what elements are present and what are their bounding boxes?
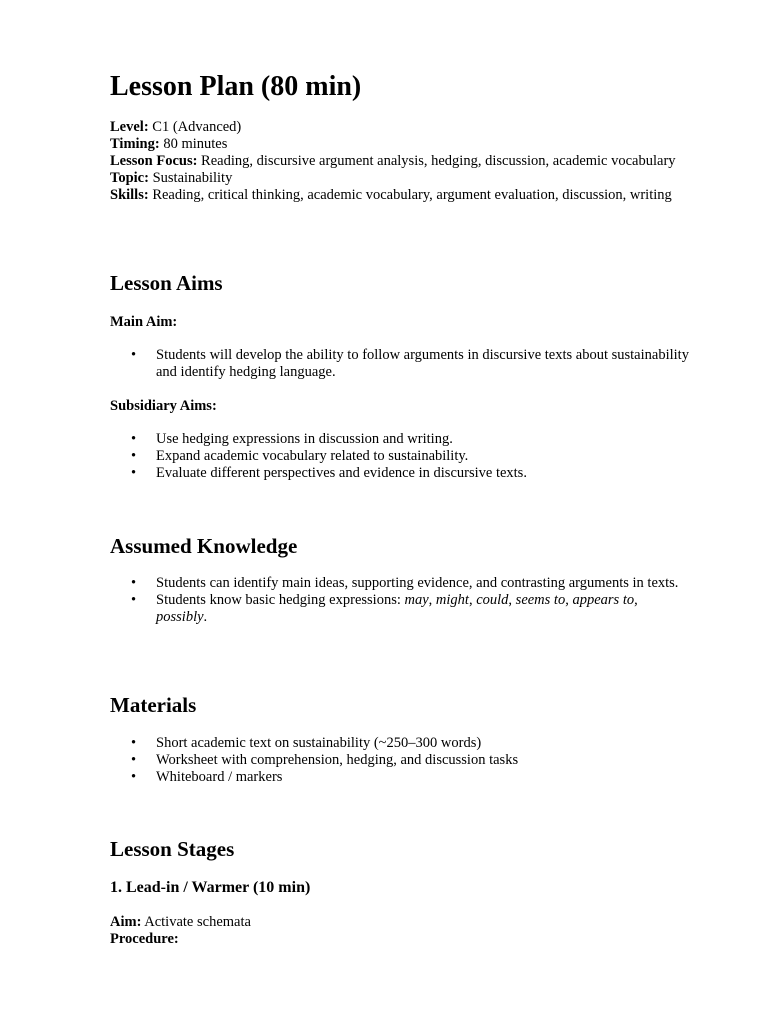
list-item-text: Evaluate different perspectives and evidence in discursive texts. (156, 465, 527, 481)
term-separator: , (428, 592, 436, 608)
list-item (110, 769, 690, 786)
meta-skills-label: Skills: (110, 187, 149, 203)
meta-timing-label: Timing: (110, 136, 160, 152)
stage-1-title: 1. Lead-in / Warmer (10 min) (110, 879, 311, 896)
knowledge-list (110, 575, 690, 626)
meta-level-value: C1 (Advanced) (148, 119, 242, 135)
bullet-icon: • (131, 592, 137, 608)
bullet-icon: • (131, 575, 137, 591)
stage-1-aim-value: Activate schemata (141, 914, 251, 930)
meta-level-label: Level: (110, 119, 149, 135)
hedging-term: may (404, 592, 429, 608)
list-item-text (156, 592, 638, 625)
bullet-icon: • (131, 465, 137, 481)
meta-focus (110, 153, 720, 170)
lesson-meta (110, 119, 720, 204)
list-item-text: Worksheet with comprehension, hedging, and discussion tasks (156, 752, 519, 768)
list-item-text: Students will develop the ability to follow arguments in discursive texts about sustainability and identify hedging language. (156, 347, 689, 380)
list-item (110, 752, 690, 769)
term-separator: , (508, 592, 516, 608)
meta-level (110, 119, 720, 136)
hedging-term: seems to (515, 592, 566, 608)
list-item (110, 735, 690, 752)
main-aim-list (110, 347, 690, 381)
stage-1-details (110, 914, 720, 948)
hedging-prefix: Students know basic hedging expressions: (156, 592, 405, 608)
meta-focus-label: Lesson Focus: (110, 153, 198, 169)
materials-list (110, 735, 690, 786)
hedging-term: appears to (572, 592, 635, 608)
list-item-text: Short academic text on sustainability (~250–300 words) (156, 735, 482, 751)
bullet-icon: • (131, 735, 137, 751)
list-item (110, 448, 690, 465)
stage-1-aim (110, 914, 720, 931)
subsidiary-aims-list (110, 431, 690, 482)
meta-topic-label: Topic: (110, 170, 149, 186)
section-heading-knowledge: Assumed Knowledge (110, 534, 298, 558)
section-heading-materials: Materials (110, 693, 197, 717)
bullet-icon: • (131, 431, 137, 447)
bullet-icon: • (131, 769, 137, 785)
page-title: Lesson Plan (80 min) (110, 71, 362, 102)
bullet-icon: • (131, 752, 137, 768)
list-item (110, 592, 690, 626)
list-item (110, 431, 690, 448)
list-item (110, 575, 690, 592)
list-item-text: Expand academic vocabulary related to sustainability. (156, 448, 469, 464)
meta-focus-value: Reading, discursive argument analysis, hedging, discussion, academic vocabulary (197, 153, 676, 169)
meta-topic-value: Sustainability (148, 170, 233, 186)
bullet-icon: • (131, 347, 137, 363)
meta-skills-value: Reading, critical thinking, academic vocabulary, argument evaluation, discussion, writing (148, 187, 672, 203)
term-separator: , (565, 592, 573, 608)
bullet-icon: • (131, 448, 137, 464)
list-item-text: Whiteboard / markers (156, 769, 283, 785)
meta-timing-value: 80 minutes (159, 136, 228, 152)
hedging-term: possibly (156, 609, 204, 625)
list-item-text: Students can identify main ideas, supporting evidence, and contrasting arguments in texts. (156, 575, 679, 591)
stage-1-procedure-label: Procedure: (110, 931, 179, 947)
hedging-term: might (435, 592, 469, 608)
meta-skills (110, 187, 720, 204)
list-item (110, 347, 690, 381)
meta-timing (110, 136, 720, 153)
section-heading-stages: Lesson Stages (110, 837, 235, 861)
term-suffix: . (203, 609, 208, 625)
hedging-term: could (476, 592, 509, 608)
subsidiary-aims-label: Subsidiary Aims: (110, 398, 217, 414)
main-aim-label: Main Aim: (110, 314, 178, 330)
stage-1-procedure (110, 931, 720, 948)
term-separator: , (634, 592, 638, 608)
section-heading-aims: Lesson Aims (110, 271, 223, 295)
meta-topic (110, 170, 720, 187)
list-item-text: Use hedging expressions in discussion and writing. (156, 431, 453, 447)
list-item (110, 465, 690, 482)
stage-1-aim-label: Aim: (110, 914, 142, 930)
term-separator: , (468, 592, 477, 608)
